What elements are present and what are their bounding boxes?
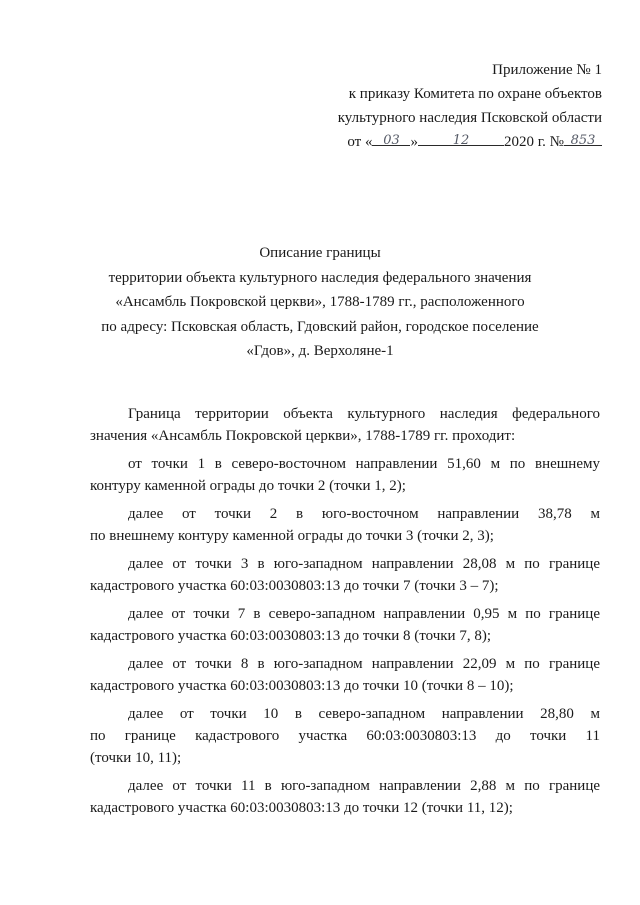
order-quote-close: »	[410, 134, 418, 150]
paragraph	[90, 553, 600, 597]
paragraph-line: Граница территории объекта культурного наследия федерального	[128, 406, 600, 422]
order-number-field	[564, 130, 602, 146]
paragraph	[90, 403, 600, 447]
title-line: «Ансамбль Покровской церкви», 1788-1789 гг., расположенного	[115, 294, 525, 310]
title-line: «Гдов», д. Верхоляне-1	[246, 343, 394, 359]
paragraph-line: далее от точки 7 в северо-западном направлении 0,95 м по границе	[128, 606, 600, 622]
title-line: по адресу: Псковская область, Гдовский район, городское поселение	[101, 318, 539, 335]
paragraph-line: кадастрового участка 60:03:0030803:13 до точки 7 (точки 3 – 7);	[90, 578, 499, 594]
appendix-title: Приложение № 1	[492, 62, 602, 78]
paragraph-line: кадастрового участка 60:03:0030803:13 до точки 10 (точки 8 – 10);	[90, 678, 514, 694]
paragraph	[90, 703, 600, 769]
paragraph-line: кадастрового участка 60:03:0030803:13 до точки 12 (точки 11, 12);	[90, 800, 513, 816]
paragraph	[90, 775, 600, 819]
order-day-handwritten: 03	[383, 133, 400, 148]
paragraph-line: далее от точки 11 в юго-западном направлении 2,88 м по границе	[128, 778, 600, 794]
paragraph-line: (точки 10, 11);	[90, 750, 182, 766]
paragraph-line: далее от точки 3 в юго-западном направлении 28,08 м по границе	[128, 556, 600, 572]
title-line: Описание границы	[259, 245, 381, 261]
order-day-field	[372, 130, 410, 146]
paragraph-line: далее от точки 8 в юго-западном направлении 22,09 м по границе	[128, 656, 600, 672]
paragraph-line: от точки 1 в северо-восточном направлении 51,60 м по внешнему	[128, 456, 600, 472]
paragraph	[90, 603, 600, 647]
paragraph-line: по внешнему контуру каменной ограды до точки 3 (точки 2, 3);	[90, 528, 494, 544]
order-number-handwritten: 853	[570, 133, 596, 148]
boundary-description	[90, 403, 600, 825]
appendix-committee: культурного наследия Псковской области	[337, 110, 602, 126]
paragraph	[90, 503, 600, 547]
order-month-handwritten: 12	[452, 133, 470, 148]
order-month-field	[418, 130, 504, 146]
order-date-number	[302, 130, 602, 154]
paragraph	[90, 453, 600, 497]
paragraph-line: далее от точки 10 в северо-западном направлении 28,80 м	[128, 706, 600, 722]
paragraph	[90, 653, 600, 697]
document-title	[60, 241, 580, 364]
order-year: 2020 г. №	[503, 134, 564, 150]
paragraph-line: кадастрового участка 60:03:0030803:13 до точки 8 (точки 7, 8);	[90, 628, 491, 644]
title-line: территории объекта культурного наследия федерального значения	[108, 269, 532, 286]
appendix-header	[302, 58, 602, 154]
paragraph-line: далее от точки 2 в юго-восточном направлении 38,78 м	[128, 506, 600, 522]
appendix-order-ref: к приказу Комитета по охране объектов	[348, 86, 602, 102]
paragraph-line: по границе кадастрового участка 60:03:0030803:13 до точки 11	[90, 728, 600, 744]
paragraph-line: контуру каменной ограды до точки 2 (точки 1, 2);	[90, 478, 406, 494]
paragraph-line: значения «Ансамбль Покровской церкви», 1788-1789 гг. проходит:	[90, 428, 516, 444]
order-prefix: от «	[347, 134, 373, 150]
